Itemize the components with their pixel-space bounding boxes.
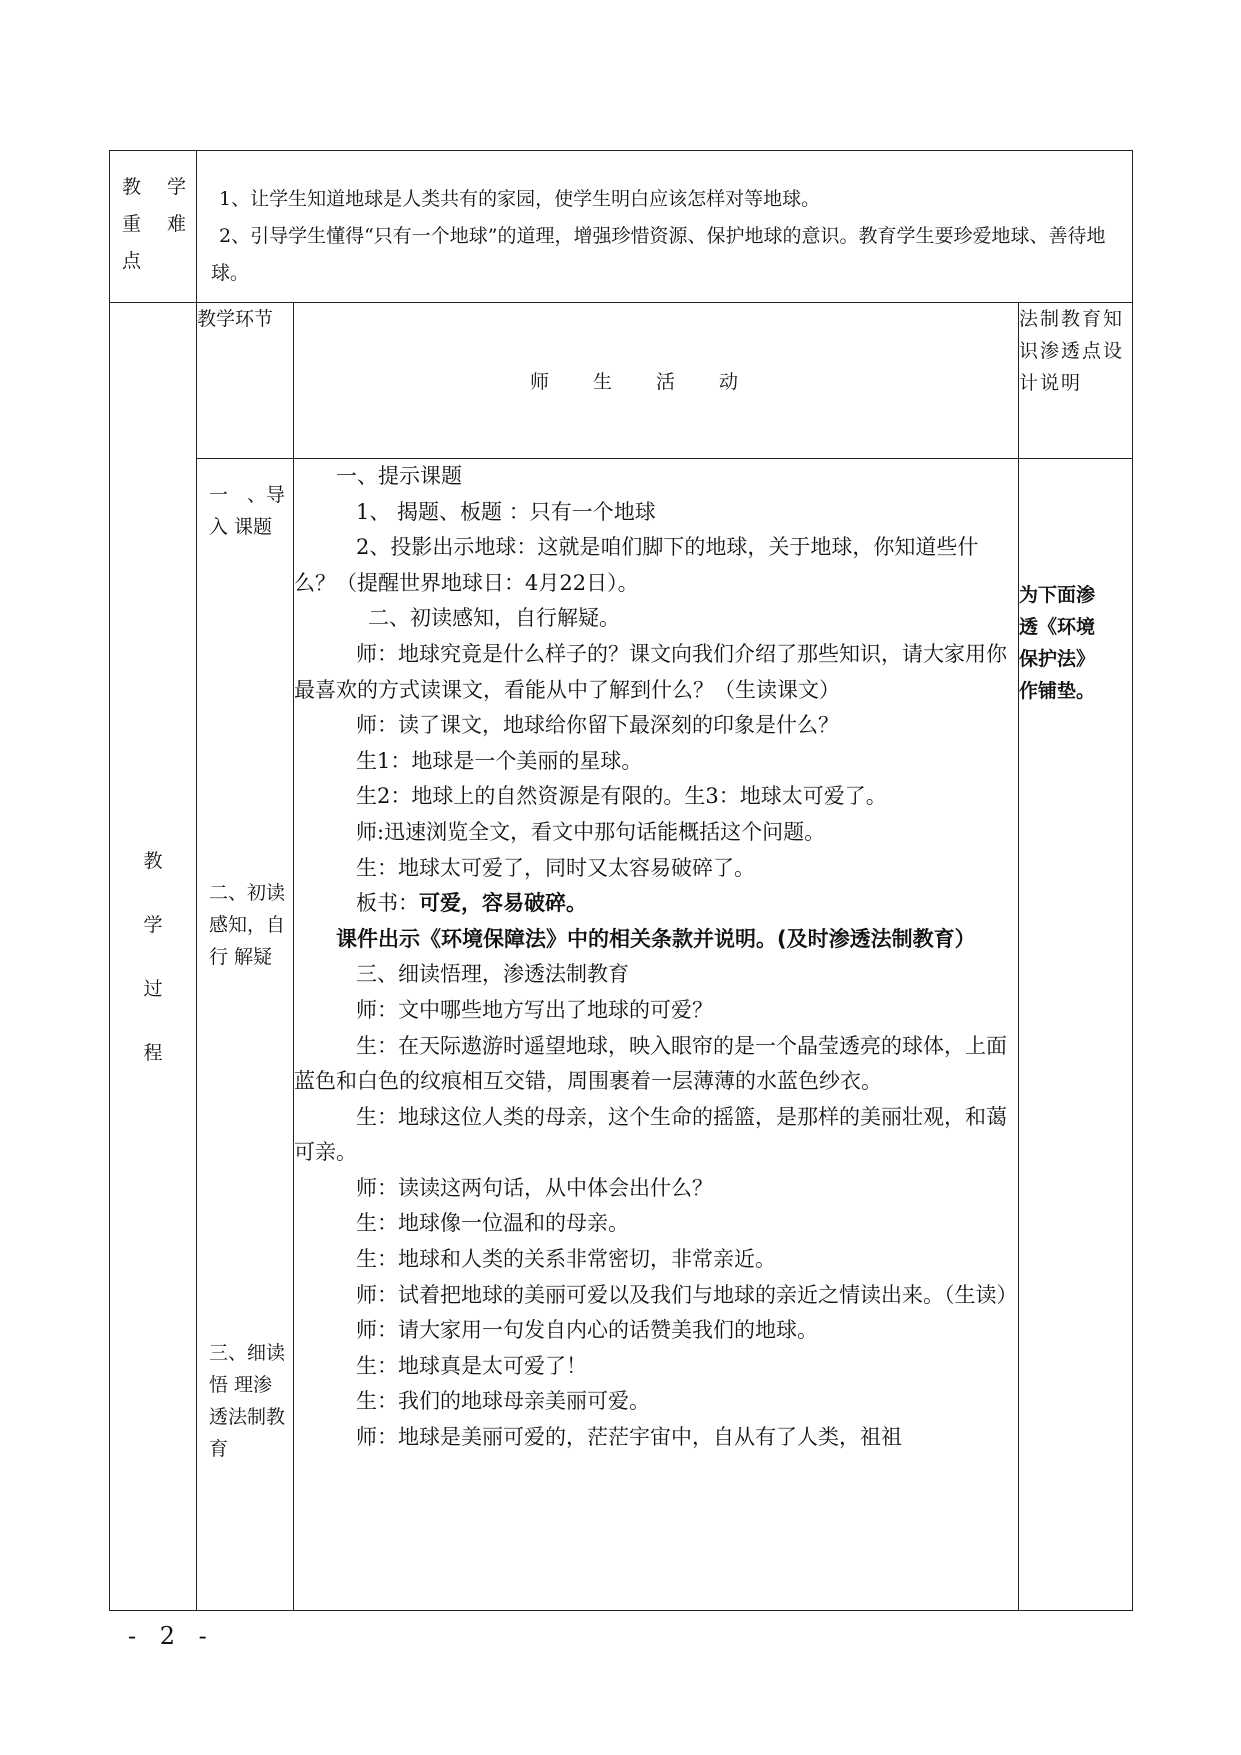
stage-item: 二、初读感知，自行 解疑 xyxy=(209,882,286,968)
activity-line: 1、 揭题、板题 ：只有一个地球 xyxy=(356,499,656,524)
header-law: 法制教育知识渗透点设计说明 xyxy=(1019,303,1133,459)
activity-line: 师：请大家用一句发自内心的话赞美我们的地球。 xyxy=(356,1318,818,1343)
activity-lines xyxy=(294,459,1018,1456)
key-points-content xyxy=(197,151,1133,303)
header-activity: 师生活动 xyxy=(294,303,1019,459)
activity-line: 三、细读悟理，渗透法制教育 xyxy=(356,962,629,987)
stage-item: 三、细读悟 理渗透法制教育 xyxy=(209,1342,286,1460)
label-char: 程 xyxy=(143,1041,163,1064)
activity-line: 生：在天际遨游时遥望地球，映入眼帘的是一个晶莹透亮的球体，上面蓝色和白色的纹痕相互交错，周围裹着一层薄薄的水蓝色纱衣。 xyxy=(294,1033,1007,1094)
process-label xyxy=(110,303,197,1611)
board-content: 可爱，容易破碎。 xyxy=(419,891,587,916)
activity-line: 2、投影出示地球：这就是咱们脚下的地球，关于地球，你知道些什么？（提醒世界地球日：4月22日）。 xyxy=(294,535,979,595)
process-header-row xyxy=(110,303,1133,459)
activity-line: 师：读读这两句话，从中体会出什么？ xyxy=(356,1175,713,1200)
activity-line: 生：我们的地球母亲美丽可爱。 xyxy=(356,1389,650,1414)
activity-line: 生1：地球是一个美丽的星球。 xyxy=(356,748,643,773)
board-label: 板书： xyxy=(356,891,419,916)
law-column xyxy=(1019,459,1133,1611)
law-note-line: 作铺垫。 xyxy=(1019,680,1096,702)
process-content-row xyxy=(110,459,1133,1611)
key-points-row xyxy=(110,151,1133,303)
page-number: - 2 - xyxy=(128,1622,215,1650)
activity-line: 生：地球这位人类的母亲，这个生命的摇篮，是那样的美丽壮观，和蔼可亲。 xyxy=(294,1104,1007,1165)
activity-line xyxy=(294,886,1018,922)
activity-line: 二、初读感知，自行解疑。 xyxy=(368,606,620,631)
key-point-item: 2、引导学生懂得“只有一个地球”的道理，增强珍惜资源、保护地球的意识。教育学生要珍爱地球、善待地球。 xyxy=(211,225,1106,284)
law-note xyxy=(1019,579,1132,707)
activity-line: 师：地球是美丽可爱的，茫茫宇宙中，自从有了人类，祖祖 xyxy=(356,1425,902,1450)
label-char: 过 xyxy=(143,977,163,1000)
law-note-line: 保护法》 xyxy=(1019,648,1096,670)
label-char: 学 xyxy=(166,176,186,198)
law-note-line: 为下面渗 xyxy=(1019,584,1096,606)
activity-line: 师：试着把地球的美丽可爱以及我们与地球的亲近之情读出来。（生读） xyxy=(356,1282,1018,1307)
activity-column xyxy=(294,459,1019,1611)
label-char: 点 xyxy=(122,250,142,272)
activity-line: 师：读了课文，地球给你留下最深刻的印象是什么？ xyxy=(356,713,839,738)
law-note-line: 透《环境 xyxy=(1019,616,1096,638)
key-point-item: 1、让学生知道地球是人类共有的家园，使学生明白应该怎样对等地球。 xyxy=(219,188,821,210)
activity-line: 生：地球和人类的关系非常密切，非常亲近。 xyxy=(356,1247,776,1272)
activity-line: 师：文中哪些地方写出了地球的可爱？ xyxy=(356,997,713,1022)
activity-line: 生2：地球上的自然资源是有限的。生3：地球太可爱了。 xyxy=(356,784,887,809)
lesson-plan-table xyxy=(109,150,1133,1611)
activity-line: 师：地球究竟是什么样子的？课文向我们介绍了那些知识，请大家用你最喜欢的方式读课文，看能从中了解到什么？（生读课文） xyxy=(294,641,1007,702)
label-char: 教 xyxy=(122,176,142,198)
activity-line: 课件出示《环境保障法》中的相关条款并说明。(及时渗透法制教育） xyxy=(336,926,976,951)
key-points-label xyxy=(110,151,197,303)
activity-line: 一、提示课题 xyxy=(336,464,462,488)
label-char: 难 xyxy=(166,213,186,235)
label-char: 教 xyxy=(143,849,163,872)
stage-column xyxy=(197,459,294,1611)
activity-line: 师:迅速浏览全文，看文中那句话能概括这个问题。 xyxy=(356,819,826,844)
activity-line: 生：地球真是太可爱了！ xyxy=(356,1353,587,1378)
header-stage: 教学环节 xyxy=(197,303,294,459)
label-char: 重 xyxy=(122,213,142,235)
stage-item: 一 、导入 课题 xyxy=(209,484,286,538)
activity-line: 生：地球太可爱了，同时又太容易破碎了。 xyxy=(356,855,755,880)
label-char: 学 xyxy=(143,913,163,936)
activity-line: 生：地球像一位温和的母亲。 xyxy=(356,1211,629,1236)
